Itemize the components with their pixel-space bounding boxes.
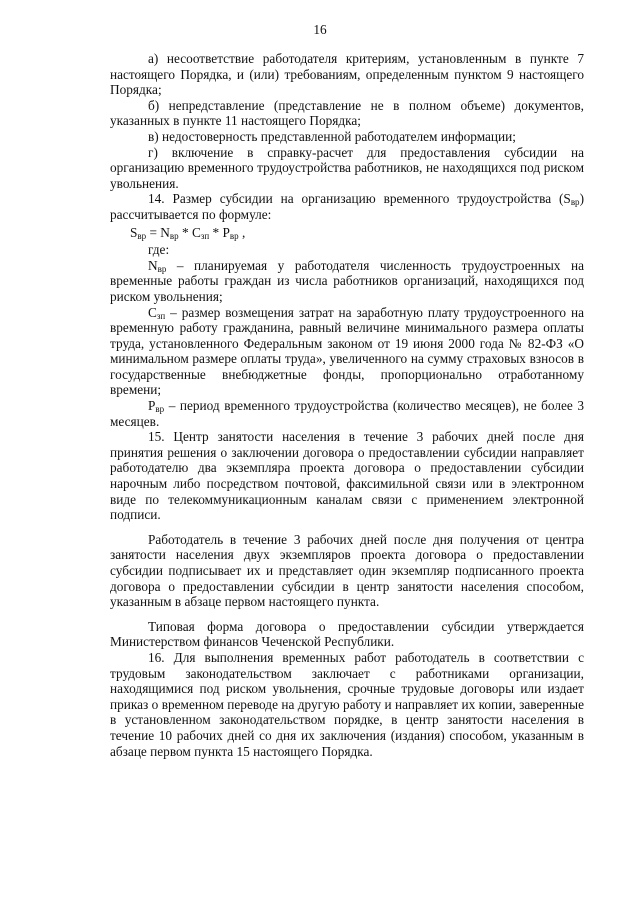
- czp-subscript: зп: [156, 310, 166, 321]
- paragraph-14: [110, 191, 584, 222]
- definition-czp: [110, 305, 584, 399]
- nvr-subscript: вр: [157, 263, 167, 274]
- pvr-symbol: P: [148, 398, 156, 414]
- formula-n-sub: вр: [169, 230, 179, 241]
- formula-c-sub: зп: [200, 230, 210, 241]
- paragraph-v: в) недостоверность представленной работодателем информации;: [148, 128, 516, 144]
- where-label: где:: [148, 242, 170, 258]
- p14-end: ) рассчитывается по формуле:: [110, 191, 584, 222]
- page-number: 16: [313, 22, 327, 37]
- czp-symbol: C: [148, 304, 157, 320]
- formula-p-sub: вр: [229, 230, 239, 241]
- paragraph-15-template: Типовая форма договора о предоставлении субсидии утверждается Министерством финансов Чеченской Республики.: [110, 618, 584, 650]
- paragraph-15-employer: Работодатель в течение 3 рабочих дней после дня получения от центра занятости населения двух экземпляров проекта договора о предоставлении субсидии подписывает их и представляет один экземпляр подписанного проекта договора о предоставлении субсидии в центр занятости населения способом, указанным в абзаце первом настоящего пункта.: [110, 531, 584, 610]
- paragraph-a: а) несоответствие работодателя критериям, установленным в пункте 7 настоящего Порядка, и (или) требованиям, определенным пунктом 9 настоящего Порядка;: [110, 51, 584, 98]
- formula-end: ,: [238, 224, 246, 240]
- czp-text: – размер возмещения затрат на заработную плату трудоустроенного на временную работу гражданина, равный величине минимального размера оплаты труда, установленного Федеральным законом от 19 июня 2000 года № 82-ФЗ «О минимальном размере оплаты труда», увеличенного на сумму страховых взносов в государственные внебюджетные фонды, пропорционально отработанному времени;: [110, 304, 584, 398]
- formula-p: * P: [209, 224, 230, 240]
- document-body: [110, 51, 584, 759]
- nvr-text: – планируемая у работодателя численность трудоустроенных на временные работы граждан из числа работников организаций, находящихся под риском увольнения;: [110, 257, 584, 304]
- paragraph-15: 15. Центр занятости населения в течение 3 рабочих дней после дня принятия решения о заключении договора о предоставлении субсидии направляет работодателю два экземпляра проекта договора о предоставлении субсидии нарочным либо посредством почтовой, факсимильной связи или в электронном виде по телекоммуникационным каналам связи с применением электронной подписи.: [110, 429, 584, 523]
- definition-pvr: [110, 398, 584, 429]
- paragraph-b: б) непредставление (представление не в полном объеме) документов, указанных в пункте 11 настоящего Порядка;: [110, 97, 584, 129]
- formula-n: = N: [146, 224, 170, 240]
- pvr-text: – период временного трудоустройства (количество месяцев), не более 3 месяцев.: [110, 398, 584, 429]
- pvr-subscript: вр: [155, 404, 165, 415]
- paragraph-16: 16. Для выполнения временных работ работодатель в соответствии с трудовым законодательством заключает с работниками организации, находящимися под риском увольнения, срочные трудовые договоры или издает приказ о временном переводе на другую работу и направляет их копии, заверенные в установленном законодательством порядке, в центр занятости населения в течение 10 рабочих дней со дня их заключения (издания) способом, указанным в абзаце первом пункта 15 настоящего Порядка.: [110, 649, 584, 759]
- nvr-symbol: N: [148, 257, 158, 273]
- formula-s: S: [130, 224, 138, 240]
- formula-c: * C: [178, 224, 201, 240]
- definition-nvr: [110, 258, 584, 305]
- paragraph-g: г) включение в справку-расчет для предоставления субсидии на организацию временного трудоустройства работников, не находящихся под риском увольнения.: [110, 144, 584, 191]
- formula-s-sub: вр: [137, 230, 147, 241]
- p14-subscript: вр: [570, 197, 580, 208]
- p14-text: 14. Размер субсидии на организацию временного трудоустройства (S: [148, 191, 571, 207]
- subsidy-formula: [110, 225, 584, 241]
